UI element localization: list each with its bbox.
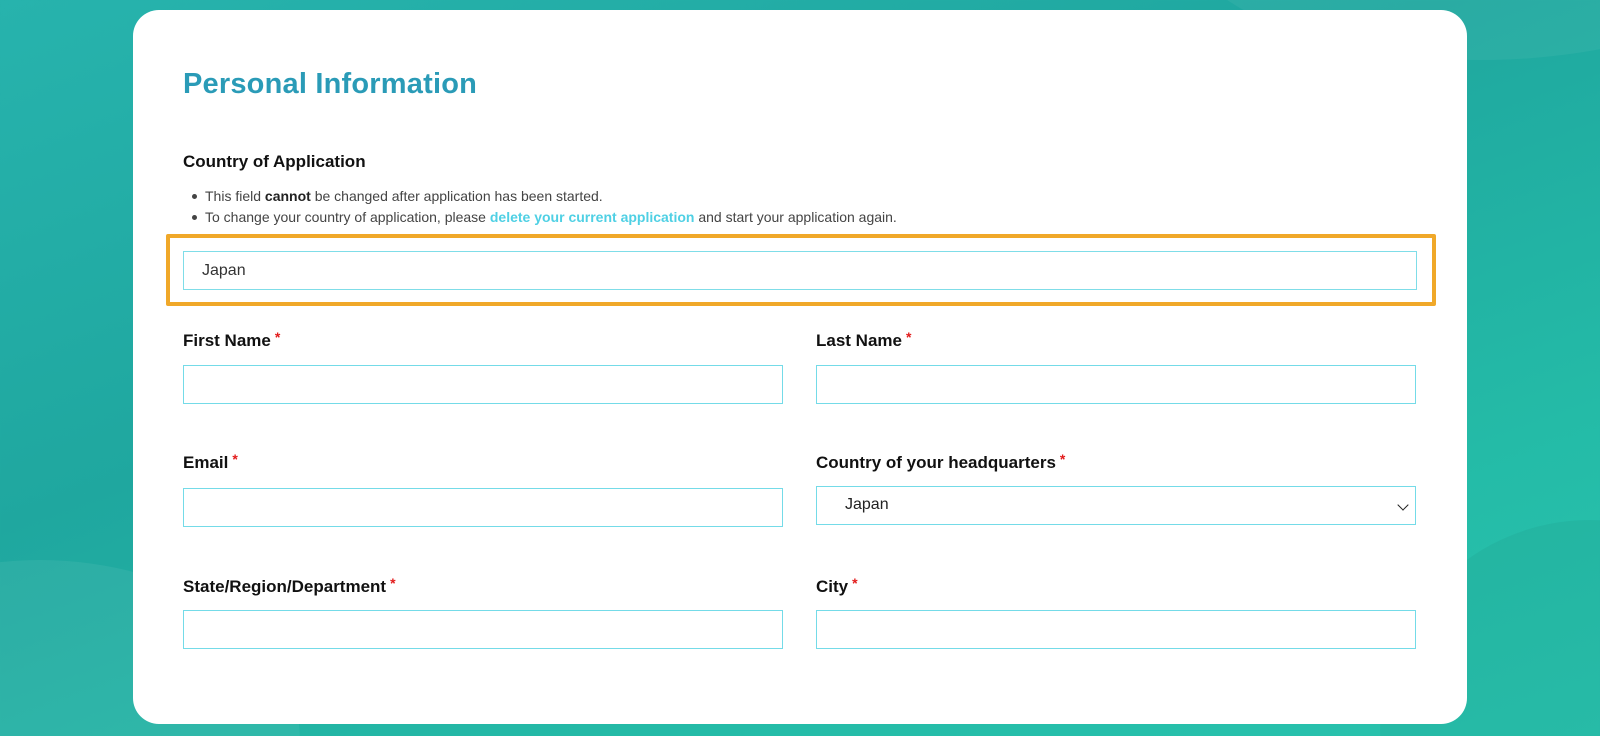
required-asterisk: * [232, 451, 238, 467]
required-asterisk: * [274, 329, 281, 345]
last-name-label: Last Name * [816, 329, 912, 350]
country-of-application-label: Country of Application [183, 152, 366, 171]
city-input[interactable] [816, 610, 1416, 649]
note-emphasis: cannot [264, 188, 311, 204]
hq-country-select[interactable] [816, 486, 1416, 525]
city-label: City * [816, 575, 858, 596]
first-name-input[interactable] [183, 365, 783, 404]
required-asterisk: * [905, 329, 912, 345]
country-of-application-field: Japan [183, 251, 1417, 290]
hq-country-selected-value: Japan [845, 496, 889, 513]
required-asterisk: * [852, 575, 858, 591]
personal-info-card [133, 10, 1467, 724]
last-name-input[interactable] [816, 365, 1416, 404]
email-input[interactable] [183, 488, 783, 527]
hq-country-label: Country of your headquarters * [816, 451, 1066, 472]
required-asterisk: * [1059, 451, 1066, 467]
country-notes-list [183, 186, 897, 228]
state-label: State/Region/Department * [183, 575, 396, 596]
delete-application-link[interactable]: delete your current application [489, 209, 695, 225]
page-title: Personal Information [183, 68, 478, 100]
note-cannot-change: This field cannot be changed after application has been started. [183, 186, 897, 207]
email-label: Email * [183, 451, 238, 472]
required-asterisk: * [390, 575, 396, 591]
state-input[interactable] [183, 610, 783, 649]
first-name-label: First Name * [183, 329, 281, 350]
chevron-down-icon [1397, 499, 1408, 510]
note-change-country: To change your country of application, please delete your current application and start your application again. [183, 207, 897, 228]
